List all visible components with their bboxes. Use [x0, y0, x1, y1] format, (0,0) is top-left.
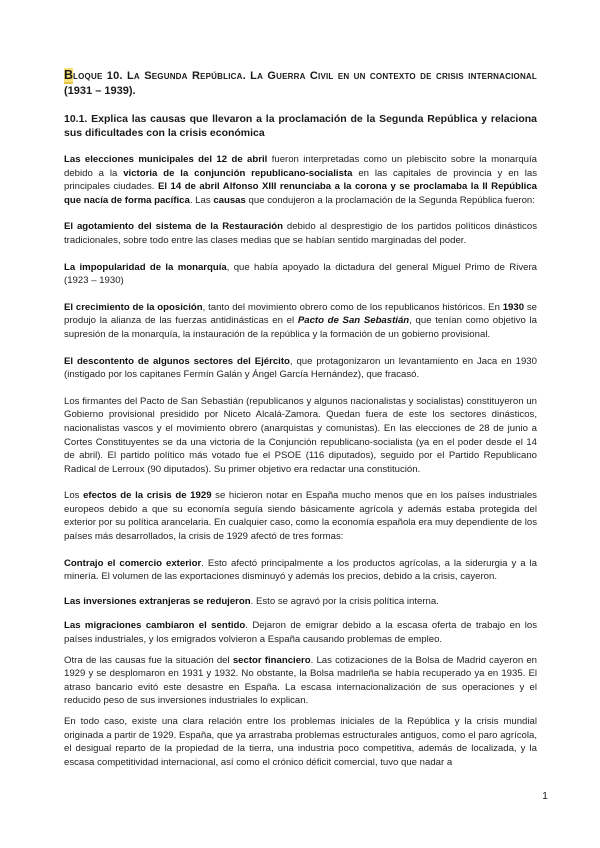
document-page	[64, 68, 537, 769]
paragraph-army: El descontento de algunos sectores del Ejército, que protagonizaron un levantamiento en Jaca en 1930 (instigado por los capitanes Fermín Galán y Ángel García Hernández), que fracasó.	[64, 355, 537, 381]
title-text: loque 10. La Segunda República. La Guerra Civil en un contexto de crisis internacional	[73, 70, 537, 82]
paragraph-government: Los firmantes del Pacto de San Sebastián (republicanos y algunos nacionalistas y socialistas) constituyeron un Gobierno provisional presidido por Niceto Alcalá-Zamora. Quedan fuera de este los sectores dinásticos, nacionalistas vascos y el movimiento obrero (anarquistas y comunistas). En las elecciones de 28 de junio a Cortes Constituyentes se da una victoria de la Conjunción republicano-socialista (ya en el poder desde el 14 de abril). El partido político más votado fue el PSOE (116 diputados), seguido por el Partido Republicano Radical de Lerroux (90 diputados). Su primer objetivo era redactar una constitución.	[64, 395, 537, 475]
paragraph-opposition: El crecimiento de la oposición, tanto del movimiento obrero como de los republicanos históricos. En 1930 se produjo la alianza de las fuerzas antidinásticas en el Pacto de San Sebastián, que tenían como objetivo la supresión de la monarquía, la instauración de la república y la formación de un gobierno provisional.	[64, 301, 538, 340]
section-title	[64, 68, 537, 99]
paragraph-crisis-1929: Los efectos de la crisis de 1929 se hicieron notar en España mucho menos que en los países industriales europeos debido a que su economía seguía siendo básicamente agrícola y además estaba protegida del exterior por su política arancelaria. En cualquier caso, como la economía española era muy dependiente de los países más desarrollados, la crisis de 1929 afectó de tres formas:	[64, 490, 537, 543]
paragraph-trade: Contrajo el comercio exterior. Esto afectó principalmente a los productos agrícolas, a la siderurgia y a la minería. El volumen de las exportaciones disminuyó y además los precios, debido a la crisis, cayeron.	[64, 557, 537, 583]
paragraph-investment: Las inversiones extranjeras se redujeron. Esto se agravó por la crisis política interna.	[64, 595, 439, 607]
question-heading: 10.1. Explica las causas que llevaron a la proclamación de la Segunda República y relaciona sus dificultades con la crisis económica	[64, 113, 537, 139]
title-years: (1931 – 1939).	[64, 85, 136, 97]
paragraph-finance: Otra de las causas fue la situación del sector financiero. Las cotizaciones de la Bolsa de Madrid cayeron en 1929 y se desplomaron en 1931 y 1932. No obstante, la Bolsa madrileña se había recuperado ya en 1935. El atraso bancario evitó este desastre en España. La escasa internacionalización de sus operaciones y el reducido peso de sus inversiones industriales lo explican.	[64, 654, 537, 707]
page-number: 1	[542, 790, 548, 802]
title-initial: B	[64, 68, 74, 82]
paragraph-restoration: El agotamiento del sistema de la Restauración debido al desprestigio de los partidos políticos dinásticos tradicionales, sobre todo entre las clases medias que se habían sentido marginadas del poder.	[64, 221, 537, 246]
paragraph-monarchy: La impopularidad de la monarquía, que había apoyado la dictadura del general Miguel Primo de Rivera (1923 – 1930)	[64, 261, 537, 287]
paragraph-migration: Las migraciones cambiaron el sentido. Dejaron de emigrar debido a la escasa oferta de trabajo en los países industriales, y los emigrados volvieron a España causando problemas de empleo.	[64, 620, 538, 646]
paragraph-elections: Las elecciones municipales del 12 de abril fueron interpretadas como un plebiscito sobre la monarquía debido a la victoria de la conjunción republicano-socialista en las capitales de provincia y en las principales ciudades. El 14 de abril Alfonso XIII renunciaba a la corona y se proclamaba la II República que nacía de forma pacífica. Las causas que condujeron a la proclamación de la Segunda República fueron:	[64, 154, 537, 206]
paragraph-conclusion: En todo caso, existe una clara relación entre los problemas iniciales de la República y la crisis mundial originada a partir de 1929. España, que ya arrastraba problemas estructurales antiguos, como el paro agrícola, el desigual reparto de la propiedad de la tierra, una industria poco competitiva, además de localizada, y la escasa competitividad internacional, así como el crónico déficit comercial, tuvo que nadar a	[64, 716, 537, 768]
